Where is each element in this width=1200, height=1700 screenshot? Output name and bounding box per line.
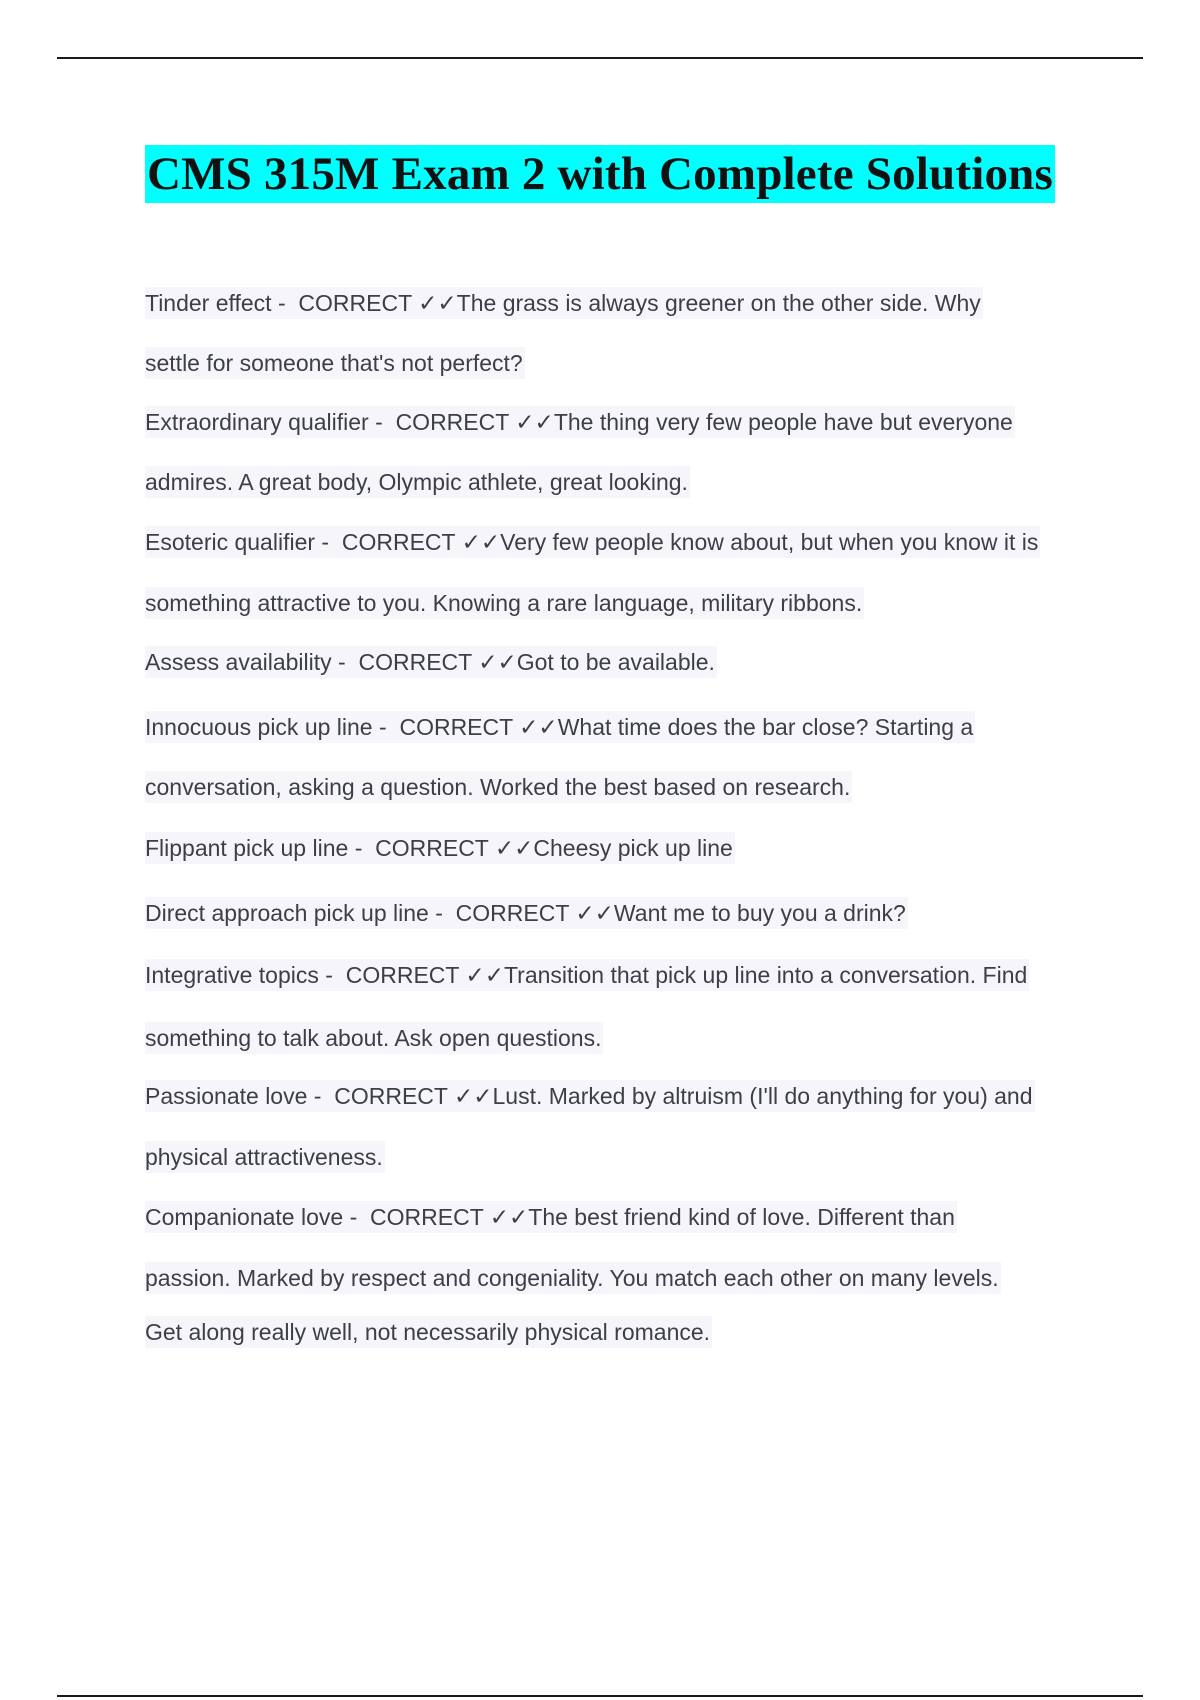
qa-item-companionate-love-cont (145, 1262, 1001, 1294)
answer-text: Cheesy pick up line (533, 835, 733, 861)
qa-item-extraordinary-qualifier-cont (145, 466, 690, 498)
answer-text: admires. A great body, Olympic athlete, great looking. (145, 469, 688, 495)
check-icon: ✓✓ (418, 290, 457, 316)
answer-text: Lust. Marked by altruism (I'll do anything for you) and (492, 1083, 1033, 1109)
correct-label: CORRECT (345, 962, 460, 988)
qa-item-innocuous-pick-up-line (145, 711, 975, 743)
term: Esoteric qualifier (145, 529, 316, 555)
term: Flippant pick up line (145, 835, 349, 861)
correct-label: CORRECT (334, 1083, 448, 1109)
answer-text: The best friend kind of love. Different than (528, 1204, 955, 1230)
correct-label: CORRECT (455, 900, 569, 926)
qa-item-integrative-topics (145, 959, 1029, 991)
separator: - (354, 835, 363, 861)
term: Integrative topics (145, 962, 319, 988)
separator: - (379, 714, 387, 740)
term: Assess availability (145, 649, 332, 675)
check-icon: ✓✓ (465, 962, 504, 988)
term: Innocuous pick up line (145, 714, 373, 740)
answer-text: physical attractiveness. (145, 1144, 383, 1170)
qa-item-tinder-effect-cont (145, 347, 525, 379)
answer-text: The grass is always greener on the other side. Why (456, 290, 981, 316)
check-icon: ✓✓ (489, 1204, 529, 1230)
term: Companionate love (145, 1204, 344, 1230)
qa-item-companionate-love-cont2 (145, 1316, 712, 1348)
correct-label: CORRECT (375, 835, 489, 861)
separator: - (313, 1083, 322, 1109)
answer-text: What time does the bar close? Starting a (557, 714, 974, 740)
answer-text: settle for someone that's not perfect? (145, 350, 523, 376)
qa-item-esoteric-qualifier (145, 526, 1040, 558)
check-icon: ✓✓ (515, 409, 554, 435)
qa-item-companionate-love (145, 1201, 957, 1233)
check-icon: ✓✓ (494, 835, 534, 861)
answer-text: Want me to buy you a drink? (613, 900, 906, 926)
answer-text: Got to be available. (516, 649, 715, 675)
footer-rule (57, 1695, 1143, 1697)
qa-item-passionate-love (145, 1080, 1035, 1112)
qa-item-integrative-topics-cont (145, 1022, 603, 1054)
qa-item-tinder-effect (145, 287, 983, 319)
correct-label: CORRECT (358, 649, 472, 675)
page-title: CMS 315M Exam 2 with Complete Solutions (145, 145, 1055, 203)
term: Extraordinary qualifier (145, 409, 369, 435)
correct-label: CORRECT (399, 714, 513, 740)
answer-text: The thing very few people have but everyone (553, 409, 1013, 435)
answer-text: conversation, asking a question. Worked the best based on research. (145, 774, 851, 800)
qa-item-extraordinary-qualifier (145, 406, 1015, 438)
qa-item-assess-availability (145, 646, 717, 678)
correct-label: CORRECT (341, 529, 456, 555)
answer-text: Transition that pick up line into a conversation. Find (503, 962, 1028, 988)
answer-text: Get along really well, not necessarily physical romance. (145, 1319, 711, 1345)
check-icon: ✓✓ (461, 529, 501, 555)
qa-item-esoteric-qualifier-cont (145, 587, 864, 619)
term: Direct approach pick up line (145, 900, 429, 926)
correct-label: CORRECT (370, 1204, 484, 1230)
separator: - (338, 649, 346, 675)
separator: - (349, 1204, 358, 1230)
separator: - (277, 290, 286, 316)
separator: - (321, 529, 330, 555)
check-icon: ✓✓ (453, 1083, 493, 1109)
answer-text: something attractive to you. Knowing a rare language, military ribbons. (145, 590, 863, 616)
answer-text: something to talk about. Ask open questions. (145, 1025, 602, 1051)
qa-item-flippant-pick-up-line (145, 832, 735, 864)
separator: - (325, 962, 333, 988)
term: Passionate love (145, 1083, 308, 1109)
check-icon: ✓✓ (519, 714, 558, 740)
qa-item-passionate-love-cont (145, 1141, 385, 1173)
check-icon: ✓✓ (478, 649, 517, 675)
separator: - (375, 409, 383, 435)
separator: - (435, 900, 443, 926)
check-icon: ✓✓ (575, 900, 614, 926)
qa-item-innocuous-pick-up-line-cont (145, 771, 852, 803)
answer-text: passion. Marked by respect and congeniality. You match each other on many levels. (145, 1265, 999, 1291)
correct-label: CORRECT (298, 290, 412, 316)
answer-text: Very few people know about, but when you know it is (500, 529, 1039, 555)
correct-label: CORRECT (395, 409, 509, 435)
term: Tinder effect (145, 290, 272, 316)
qa-item-direct-approach-pick-up-line (145, 897, 908, 929)
